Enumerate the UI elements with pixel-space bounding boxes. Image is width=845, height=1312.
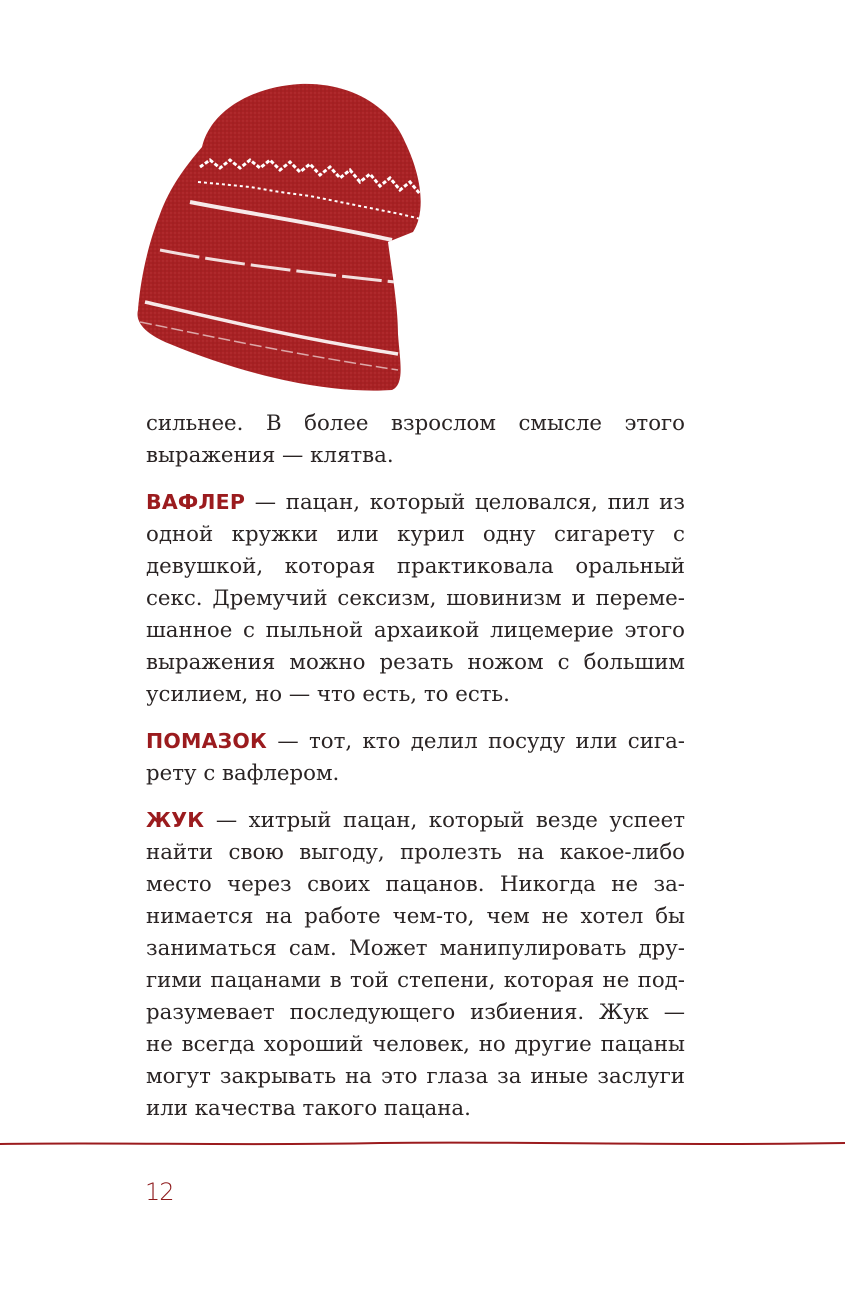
glossary-entry-continuation (146, 408, 685, 472)
knitted-hat-illustration (130, 72, 440, 394)
entry-text: — тот, кто делил посуду или сигарету с вафлером. (146, 729, 685, 786)
entry-text: сильнее. В более взрослом смысле этого выражения — клятва. (146, 411, 685, 468)
entry-term: ВАФЛЕР (146, 490, 246, 514)
glossary-entry-zhuk (146, 804, 685, 1125)
entry-text: — пацан, который целовался, пил из одной кружки или курил одну сигарету с девушкой, которая практиковала оральный секс. Дремучий сексизм, шовинизм и перемешанное с пыльной архаикой лицемерие этого выражения можно резать ножом с большим усилием, но — что есть, то есть. (146, 490, 685, 707)
entry-text: — хитрый пацан, который везде успеет найти свою выгоду, пролезть на какое-либо место через своих пацанов. Никогда не занимается на работе чем-то, чем не хотел бы заниматься сам. Может манипулировать другими пацанами в той степени, которая не подразумевает последующего избиения. Жук — не всегда хороший человек, но другие пацаны могут закрывать на это глаза за иные заслуги или качества такого пацана. (146, 808, 685, 1121)
footer-divider (0, 1138, 845, 1150)
entry-term: ПОМАЗОК (146, 729, 267, 753)
glossary-entry-pomazok (146, 725, 685, 790)
page-number: 12 (145, 1178, 174, 1206)
entry-term: ЖУК (146, 808, 205, 832)
glossary-entry-vafler (146, 486, 685, 711)
glossary-text (146, 408, 685, 1139)
